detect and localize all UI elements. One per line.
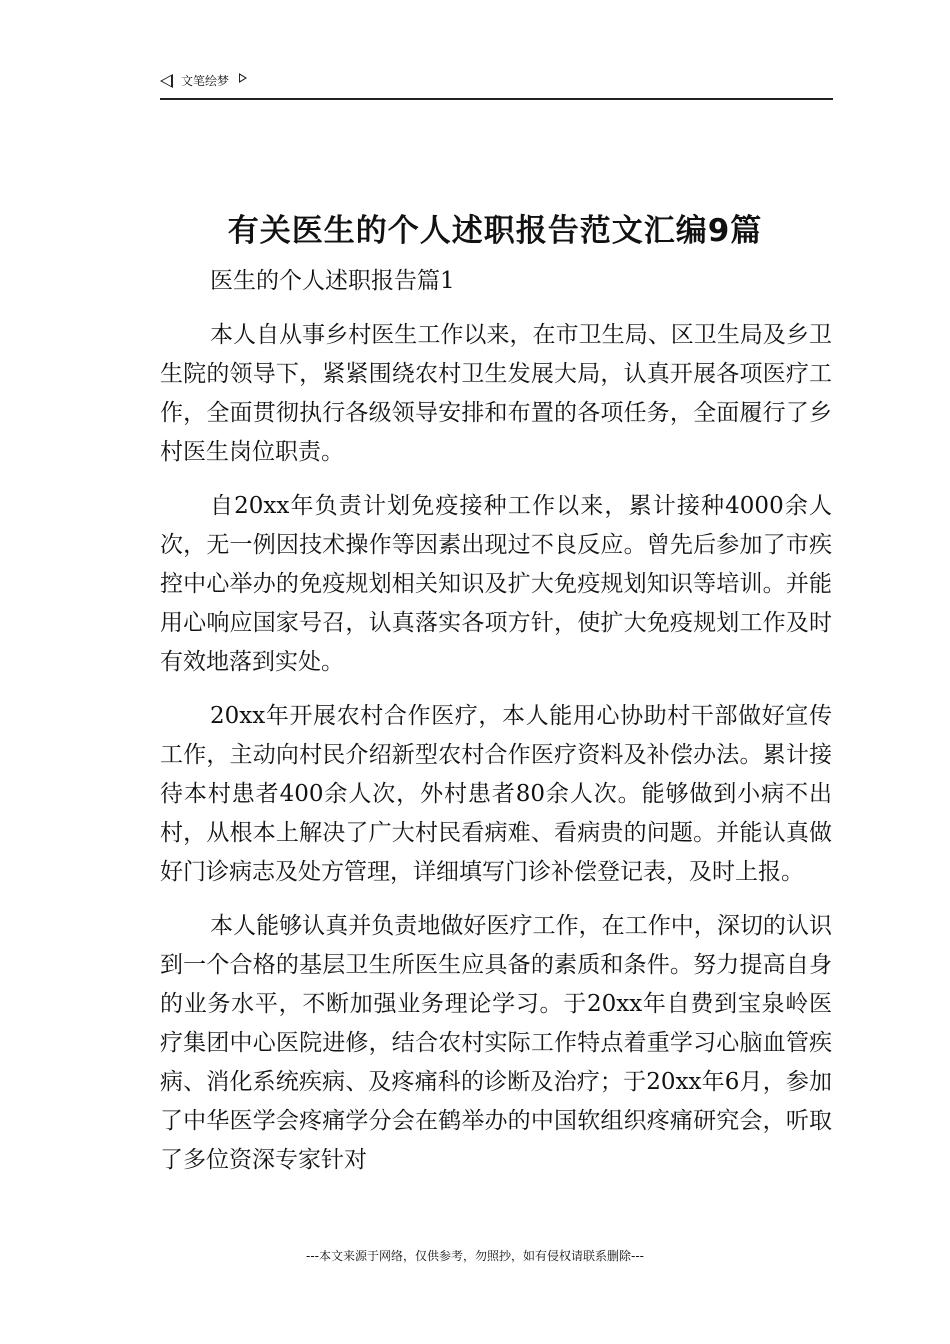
- document-title: 有关医生的个人述职报告范文汇编9篇: [227, 213, 763, 249]
- paragraph-4: 本人能够认真并负责地做好医疗工作，在工作中，深切的认识到一个合格的基层卫生所医生应具备的素质和条件。努力提高自身的业务水平，不断加强业务理论学习。于20xx年自费到宝泉岭医疗集团中心医院进修，结合农村实际工作特点着重学习心脑血管疾病、消化系统疾病、及疼痛科的诊断及治疗；于20xx年6月，参加了中华医学会疼痛学分会在鹤举办的中国软组织疼痛研究会，听取了多位资深专家针对: [160, 913, 832, 1173]
- page-header: [160, 70, 833, 100]
- header-brand-row: [160, 72, 247, 89]
- paragraph-2: 自20xx年负责计划免疫接种工作以来，累计接种4000余人次，无一例因技术操作等因素出现过不良反应。曾先后参加了市疾控中心举办的免疫规划相关知识及扩大免疫规划知识等培训。并能用心响应国家号召，认真落实各项方针，使扩大免疫规划工作及时有效地落到实处。: [160, 493, 832, 675]
- document-body: [160, 262, 832, 1195]
- paragraph-1: 本人自从事乡村医生工作以来，在市卫生局、区卫生局及乡卫生院的领导下，紧紧围绕农村卫生发展大局，认真开展各项医疗工作，全面贯彻执行各级领导安排和布置的各项任务，全面履行了乡村医生岗位职责。: [160, 322, 832, 465]
- section-heading: 医生的个人述职报告篇1: [210, 268, 455, 294]
- triangle-right-icon: [239, 73, 247, 83]
- footer-notice: ---本文来源于网络，仅供参考，勿照抄，如有侵权请联系删除---: [306, 1249, 644, 1263]
- header-brand: 文笔绘梦: [181, 74, 230, 88]
- paragraph-3: 20xx年开展农村合作医疗，本人能用心协助村干部做好宣传工作，主动向村民介绍新型农村合作医疗资料及补偿办法。累计接待本村患者400余人次，外村患者80余人次。能够做到小病不出村，从根本上解决了广大村民看病难、看病贵的问题。并能认真做好门诊病志及处方管理，详细填写门诊补偿登记表，及时上报。: [160, 703, 832, 885]
- triangle-left-icon: [160, 74, 173, 88]
